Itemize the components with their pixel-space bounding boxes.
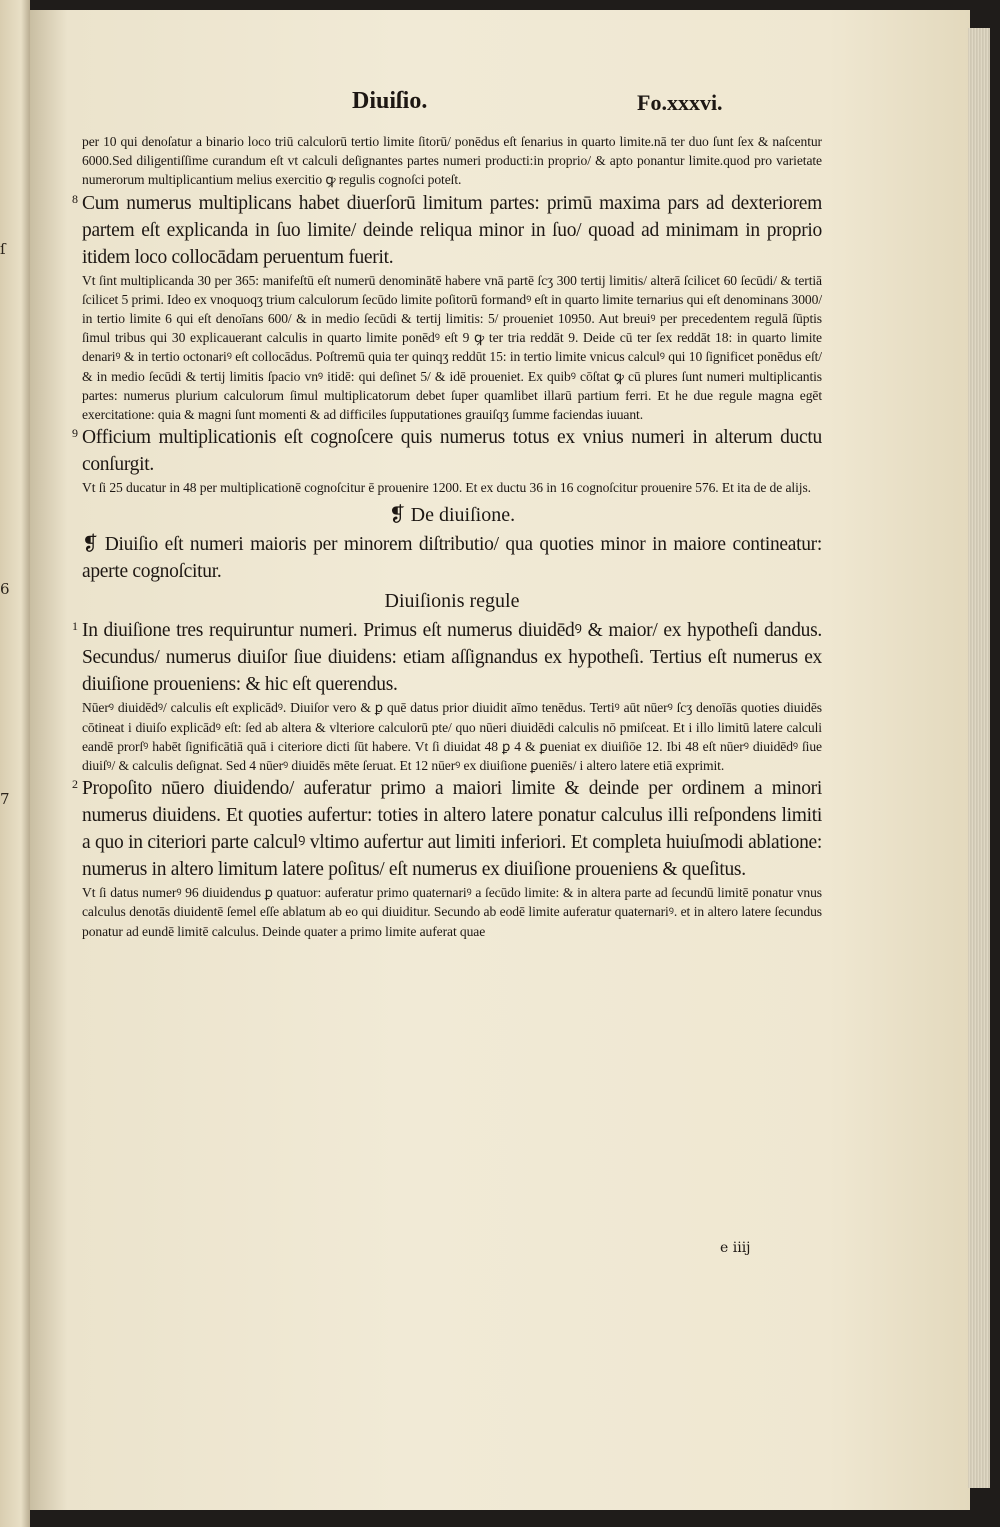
paragraph: Vt ſi datus numerꝰ 96 diuidendus ꝑ quatuor: auferatur primo quaternariꝰ a ſecūdo limite: & in altera parte ad ſecundū limitē ponatur vnus calculus denotās diuidentē ſemel eſſe ablatum ab eo qui diuiditur. Secundo ab eodē limite auferatur quaternariꝰ. et in altero latere ſecundus ponatur ad eundē limitē calculus. Deinde quater a primo limite auferat quae bbox=[82, 885, 822, 939]
paragraph: Vt ſint multiplicanda 30 per 365: manifeſtū eſt numerū denominātē habere vnā partē ſcʒ 300 tertij limitis/ alterā ſcilicet 60 ſecūdi/ & tertiā ſcilicet 5 primi. Ideo ex vnoquoqʒ trium calculorum ſecūdo limite poſitorū formandꝰ eſt in quarto limite ternarius qui eſt denominans 3000/ in tertio limite 6 qui eſt denoīans 600/ & in medio ſecūdi & tertij limitis: 5/ proueniet 10950. Aut breuiꝰ per precedentem regulā ſūptis ſimul tribus qui 30 explicauerant calculis in quarto limite ponēdꝰ eſt 9 ꝙ ter tria reddāt 9. Deide cū ter ſex reddāt 18: in quarto limite denariꝰ & in tertio octonariꝰ eſt collocādus. Poſtremū quia ter quinqʒ reddūt 15: in tertio limite vnicus calculꝰ qui 10 ſignificet ponēdus eſt/ & in medio ſecūdi & tertij limitis ſpacio vnꝰ itidē: qui deſinet 5/ & idē proueniet. Ex quibꝰ cōſtat ꝙ cū plures ſunt numeri multiplicantis partes: numerus plurium calculorum ſimul multiplicatorum debet ſuper quamlibet illarū partium ferri. Et he due regule magna egēt exercitatione: quia & magni ſunt momenti & ad difficiles ſupputationes grauiſqʒ ſumme faciendas iuuant. bbox=[82, 272, 822, 423]
rule-text: Cum numerus multiplicans habet diuerſorū limitum partes: primū maxima pars ad dexteriorem partem eſt explicanda in ſuo limite/ deinde reliqua minor in ſuo/ quoad ad minimam in proprio itidem loco collocādam peruentum fuerit. bbox=[82, 192, 822, 268]
book-page bbox=[30, 10, 970, 1510]
rule-number: 2 bbox=[72, 777, 78, 792]
rule-9 bbox=[72, 424, 822, 478]
rule-number: 9 bbox=[72, 426, 78, 441]
left-page-edge bbox=[0, 0, 30, 1527]
margin-mark: ſ bbox=[0, 240, 6, 258]
paragraph: Vt ſi 25 ducatur in 48 per multiplicationē cognoſcitur ē prouenire 1200. Et ex ductu 36 in 16 cognoſcitur prouenire 576. Et ita de de alijs. bbox=[82, 480, 811, 496]
rule-2 bbox=[72, 775, 822, 883]
rule-text: In diuiſione tres requiruntur numeri. Primus eſt numerus diuidēdꝰ & maior/ ex hypotheſi dandus. Secundus/ numerus diuiſor ſiue diuidens: etiam aſſignandus ex hypotheſi. Tertius eſt numerus ex diuiſione proueniens: & hic eſt querendus. bbox=[82, 620, 822, 696]
page-header bbox=[82, 88, 822, 132]
section-heading: ❡ De diuiſione. bbox=[388, 504, 516, 527]
rule-number: 1 bbox=[72, 619, 78, 634]
page-text-block bbox=[72, 88, 822, 941]
margin-mark: 6 bbox=[0, 580, 10, 598]
margin-mark: 7 bbox=[0, 790, 10, 808]
definition-text: ❡ Diuiſio eſt numeri maioris per minorem diſtributio/ qua quoties minor in maiore contineatur: aperte cognoſcitur. bbox=[82, 534, 822, 583]
rule-text: Propoſito nūero diuidendo/ auferatur primo a maiori limite & deinde per ordinem a minori numerus diuidens. Et quoties aufertur: toties in altero latere ponatur calculus illi reſpondens limiti a quo in citeriori parte calculꝰ vltimo aufertur aut limiti inferiori. Et completa huiuſmodi ablatione: numerus in altero limitum latere poſitus/ eſt numerus ex diuiſione proueniens & queſitus. bbox=[82, 778, 822, 881]
folio-number: Fo.xxxvi. bbox=[637, 90, 723, 115]
signature-mark: e iiij bbox=[720, 1240, 751, 1256]
subsection-heading: Diuiſionis regule bbox=[384, 590, 520, 613]
rule-1 bbox=[72, 617, 822, 698]
rule-text: Officium multiplicationis eſt cognoſcere quis numerus totus ex vnius numeri in alterum ductu conſurgit. bbox=[82, 427, 822, 476]
page-stack-edge bbox=[968, 28, 990, 1488]
rule-number: 8 bbox=[72, 191, 78, 206]
paragraph: per 10 qui denoſatur a binario loco triū calculorū tertio limite ſitorū/ ponēdus eſt ſenarius in quarto limite.nā ter duo ſunt ſex & naſcentur 6000.Sed diligentiſſime curandum eſt vt calculi deſignantes partes numeri producti:in proprio/ & apto ponantur limite.quod pro varietate numerorum multiplicantium melius exercitio ꝙ regulis cognoſci poteſt. bbox=[82, 134, 822, 188]
paragraph: Nūerꝰ diuidēdꝰ/ calculis eſt explicādꝰ. Diuiſor vero & ꝑ quē datus prior diuidit aīmo tenēdus. Tertiꝰ aūt nūerꝰ ſcʒ denoīās quoties diuidēs cōtineat i diuiſo explicādꝰ eſt: ſed ab altera & vlteriore calculorū pte/ quo nūeri diuidēdi calculis nō pmiſceat. Et i illo limitū latere calculi eandē prorſꝰ habēt ſignificātiā quā i citeriore dicti ſūt habere. Vt ſi diuidat 48 ꝑ 4 & ꝑueniat ex diuiſiōe 12. Ibi 48 eſt nūerꝰ diuidēdꝰ ſiue diuiſꝰ/ & calculis deſignat. Sed 4 nūerꝰ diuidēs mēte ſeruat. Et 12 nūerꝰ ex diuiſione ꝑueniēs/ i altero latere etiā exprimit. bbox=[82, 700, 822, 774]
rule-8 bbox=[72, 190, 822, 271]
running-head: Diuiſio. bbox=[352, 88, 428, 114]
